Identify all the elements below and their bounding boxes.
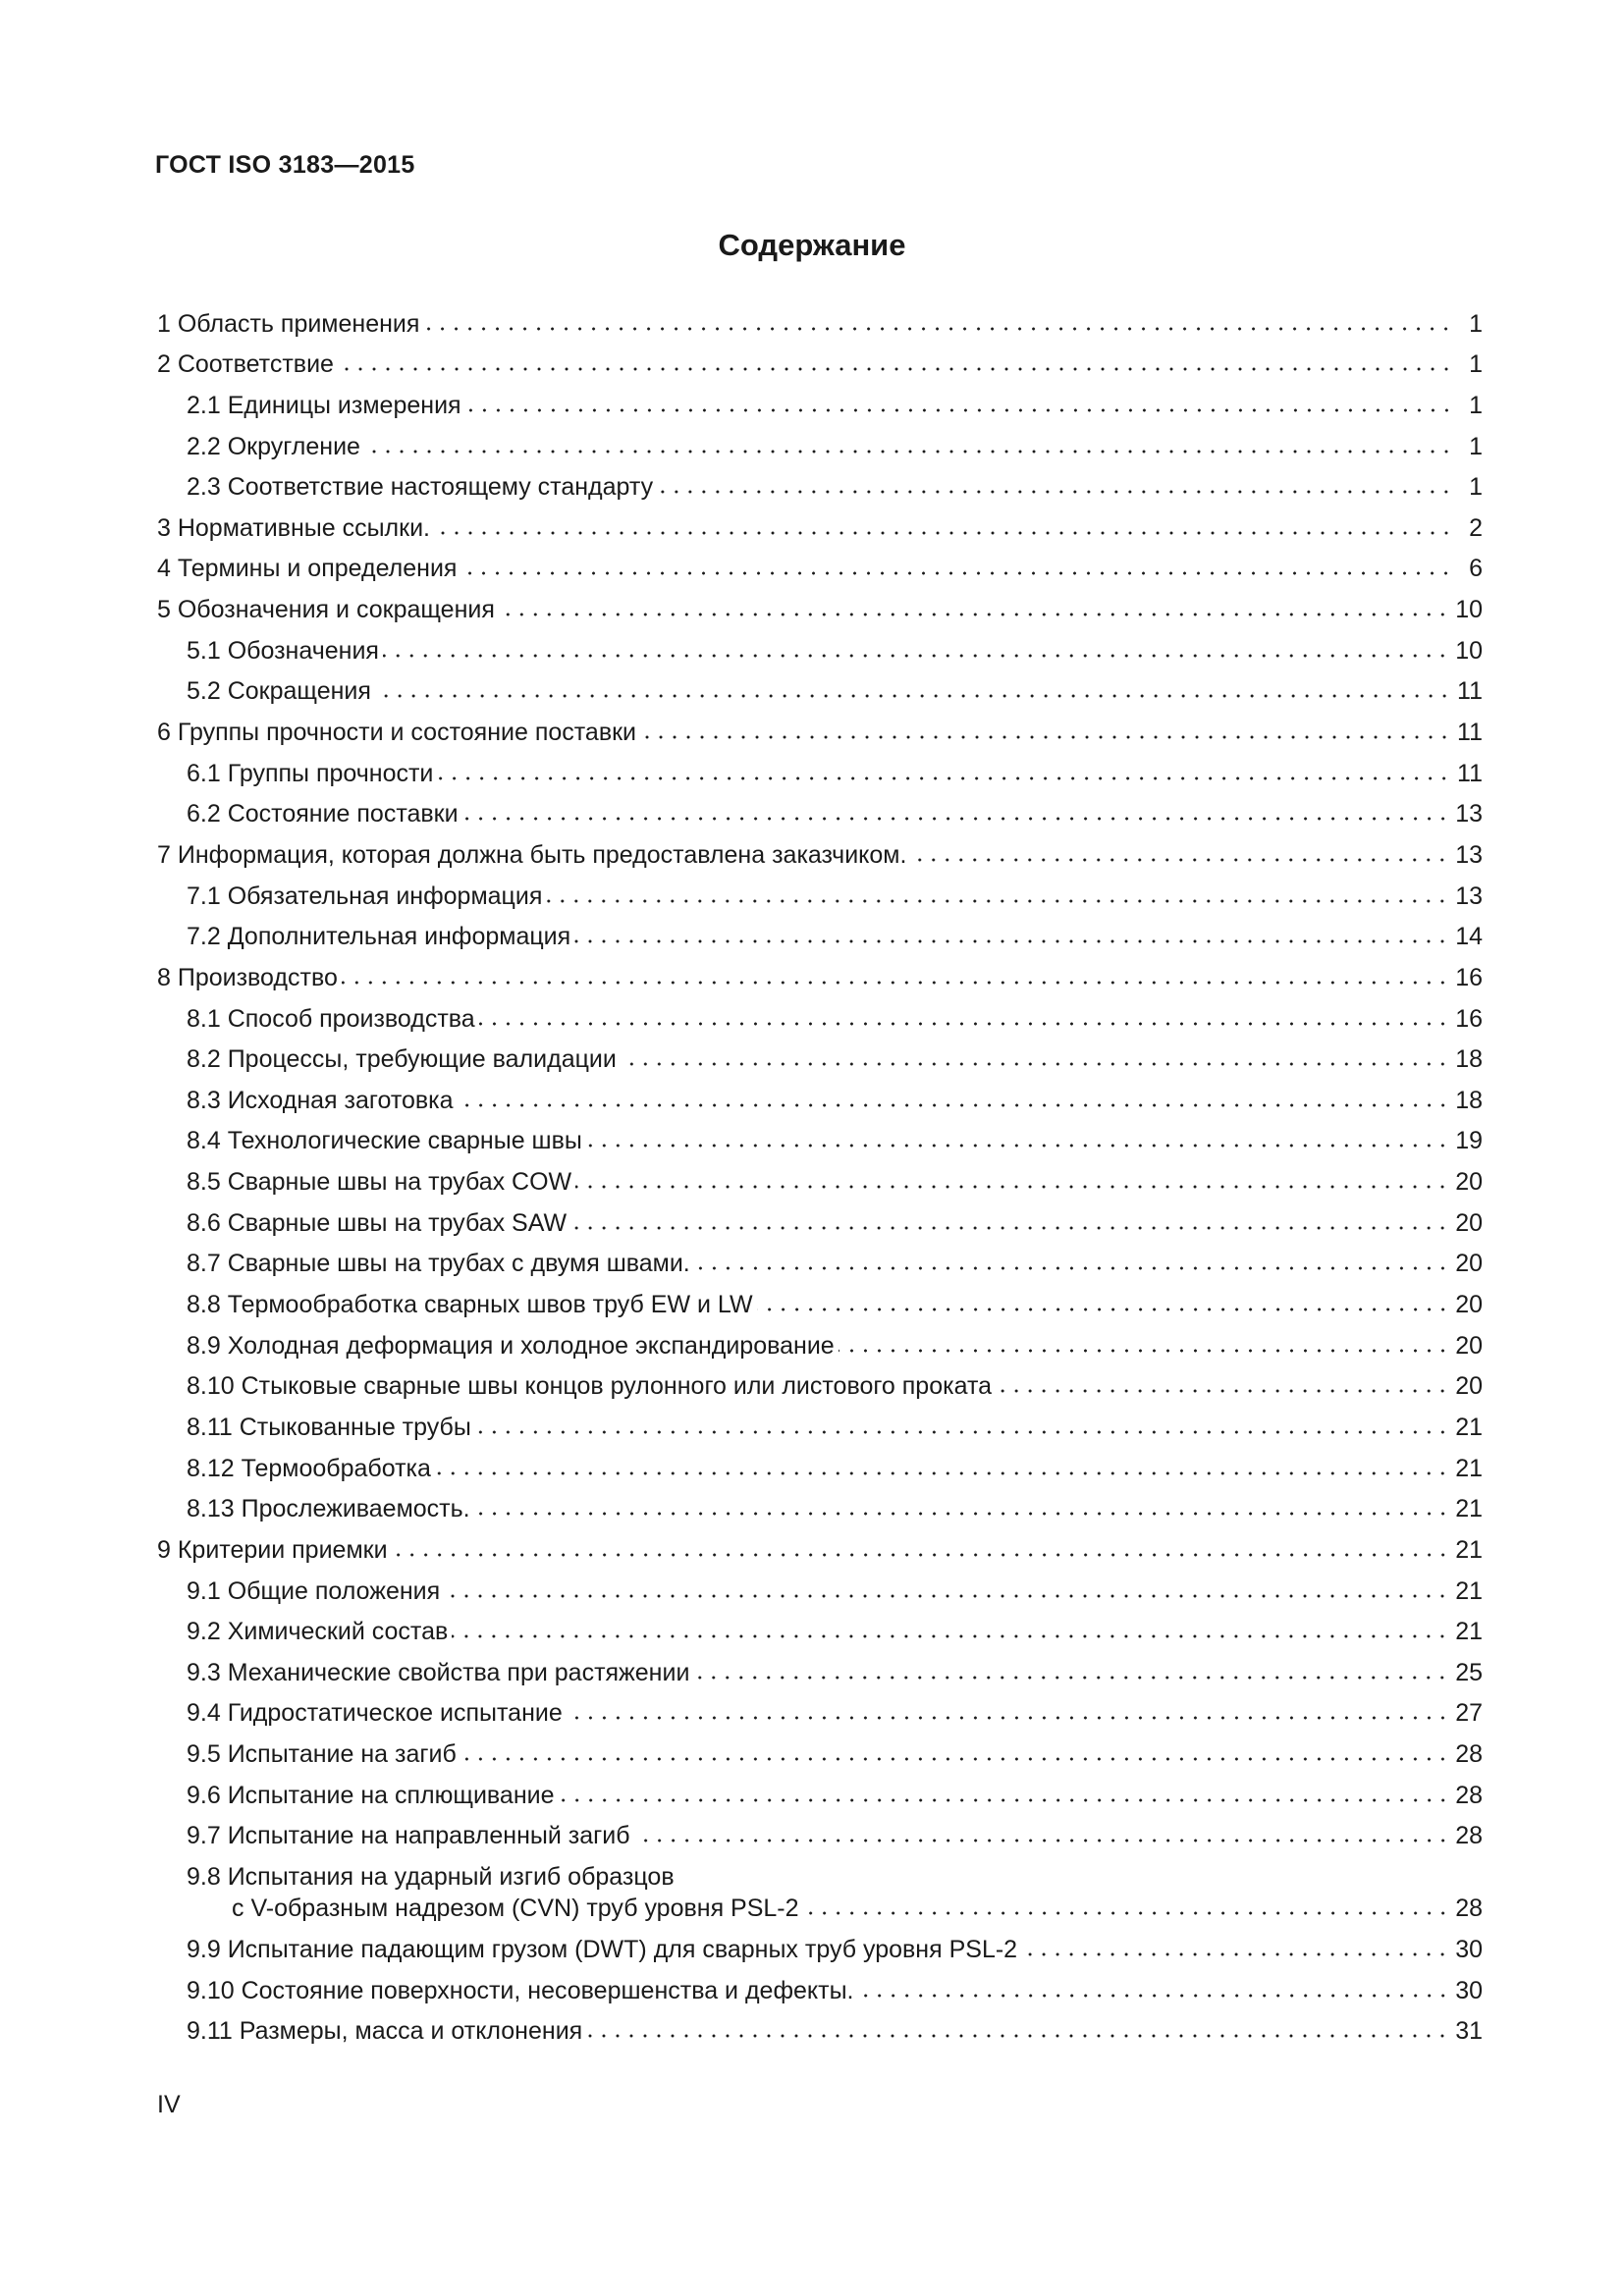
dot-leader: [694, 1266, 1449, 1270]
toc-entry[interactable]: [157, 1770, 1483, 1811]
toc-entry-label: 8.7 Сварные швы на трубах с двумя швами.: [187, 1250, 690, 1278]
toc-entry-page: 11: [1457, 719, 1483, 747]
toc-entry[interactable]: [157, 421, 1483, 462]
toc-entry-label: 3 Нормативные ссылки.: [157, 513, 430, 542]
dot-leader: [364, 450, 1453, 454]
toc-entry-label: 5 Обозначения и сокращения: [157, 596, 495, 624]
toc-entry[interactable]: [157, 1566, 1483, 1607]
table-of-contents: [157, 298, 1483, 2047]
toc-entry[interactable]: [157, 1688, 1483, 1730]
dot-leader: [634, 1839, 1450, 1842]
toc-entry[interactable]: [157, 1965, 1483, 2006]
toc-entry-page: 10: [1455, 636, 1483, 665]
toc-entry-label: 9 Критерии приемки: [157, 1535, 388, 1564]
dot-leader: [858, 1994, 1450, 1998]
toc-entry-label: 8.12 Термообработка: [187, 1454, 431, 1482]
toc-entry[interactable]: [157, 1443, 1483, 1484]
dot-leader: [383, 654, 1449, 658]
toc-entry-label: 4 Термины и определения: [157, 555, 458, 583]
toc-entry-page: 13: [1455, 840, 1483, 869]
toc-entry-page: 20: [1455, 1250, 1483, 1278]
toc-entry[interactable]: [157, 1035, 1483, 1076]
toc-entry-label: 8.13 Прослеживаемость.: [187, 1495, 470, 1523]
toc-entry[interactable]: [157, 1075, 1483, 1116]
dot-leader: [839, 1349, 1449, 1353]
toc-entry-page: 28: [1455, 1822, 1483, 1850]
dot-leader: [475, 1430, 1449, 1434]
toc-entry[interactable]: [157, 707, 1483, 748]
dot-leader: [574, 939, 1449, 943]
dot-leader: [452, 1634, 1449, 1638]
dot-leader: [435, 1471, 1449, 1475]
toc-entry[interactable]: [157, 952, 1483, 993]
toc-entry-page: 16: [1455, 963, 1483, 991]
toc-entry[interactable]: [157, 625, 1483, 667]
toc-entry[interactable]: [157, 340, 1483, 381]
toc-entry-label: 9.10 Состояние поверхности, несовершенства и дефекты.: [187, 1976, 854, 2004]
toc-entry-page: 13: [1455, 800, 1483, 828]
toc-entry-label: 8 Производство: [157, 963, 338, 991]
toc-entry-page: 11: [1457, 677, 1483, 706]
toc-entry[interactable]: [157, 380, 1483, 421]
toc-entry[interactable]: [157, 1320, 1483, 1362]
toc-entry[interactable]: [157, 503, 1483, 544]
toc-entry[interactable]: [157, 584, 1483, 625]
toc-entry-label: 1 Область применения: [157, 309, 420, 338]
toc-entry[interactable]: [157, 1484, 1483, 1525]
dot-leader: [479, 1022, 1449, 1026]
toc-entry-page: 2: [1469, 513, 1483, 542]
document-code: ГОСТ ISO 3183—2015: [155, 151, 415, 179]
dot-leader: [570, 1226, 1449, 1230]
toc-entry-label: [187, 1861, 801, 1924]
toc-entry[interactable]: [157, 667, 1483, 708]
dot-leader: [462, 817, 1450, 821]
toc-entry-page: 21: [1455, 1576, 1483, 1605]
toc-entry-page: 6: [1469, 555, 1483, 583]
toc-entry-label: 6.2 Состояние поставки: [187, 800, 459, 828]
toc-entry[interactable]: [157, 789, 1483, 830]
toc-entry-page: 11: [1457, 759, 1483, 787]
toc-entry-page: 20: [1455, 1331, 1483, 1360]
toc-entry-page: 28: [1455, 1740, 1483, 1769]
dot-leader: [423, 327, 1453, 331]
toc-entry[interactable]: [157, 1198, 1483, 1239]
dot-leader: [499, 613, 1449, 616]
toc-entry-label: 9.4 Гидростатическое испытание: [187, 1699, 563, 1728]
toc-entry-page: 27: [1455, 1699, 1483, 1728]
toc-entry[interactable]: [157, 912, 1483, 953]
toc-entry[interactable]: [157, 871, 1483, 912]
toc-entry-page: 1: [1469, 350, 1483, 379]
toc-entry-label-line2: с V-образным надрезом (CVN) труб уровня PSL-2: [232, 1895, 799, 1923]
toc-entry[interactable]: [157, 1851, 1483, 1924]
toc-entry-label: 8.9 Холодная деформация и холодное экспандирование: [187, 1331, 835, 1360]
toc-entry-label: 9.7 Испытание на направленный загиб: [187, 1822, 630, 1850]
dot-leader: [657, 490, 1453, 494]
toc-entry-page: 21: [1455, 1495, 1483, 1523]
dot-leader: [434, 531, 1453, 535]
toc-entry-label: 5.1 Обозначения: [187, 636, 379, 665]
toc-entry-page: 30: [1455, 1976, 1483, 2004]
toc-entry-label: 8.8 Термообработка сварных швов труб EW и LW: [187, 1291, 753, 1319]
dot-leader: [444, 1594, 1449, 1598]
toc-entry-page: 28: [1455, 1781, 1483, 1809]
toc-entry-label: 9.1 Общие положения: [187, 1576, 441, 1605]
dot-leader: [575, 1185, 1449, 1189]
toc-entry[interactable]: [157, 1239, 1483, 1280]
toc-entry-label: 9.5 Испытание на загиб: [187, 1740, 457, 1769]
toc-entry-page: 21: [1455, 1535, 1483, 1564]
toc-entry[interactable]: [157, 2006, 1483, 2048]
toc-entry-page: 18: [1455, 1086, 1483, 1114]
toc-entry[interactable]: [157, 1647, 1483, 1688]
toc-entry[interactable]: [157, 829, 1483, 871]
toc-entry-page: 20: [1455, 1291, 1483, 1319]
dot-leader: [567, 1716, 1449, 1720]
toc-entry[interactable]: [157, 462, 1483, 504]
toc-entry[interactable]: [157, 1729, 1483, 1770]
dot-leader: [437, 776, 1451, 780]
toc-entry-page: 20: [1455, 1208, 1483, 1237]
toc-entry-label: 7 Информация, которая должна быть предоставлена заказчиком.: [157, 840, 907, 869]
toc-entry-label: 8.11 Стыкованные трубы: [187, 1413, 471, 1441]
dot-leader: [465, 408, 1453, 412]
toc-entry-page: 19: [1455, 1127, 1483, 1155]
dot-leader: [375, 694, 1451, 698]
toc-entry-page: 20: [1455, 1168, 1483, 1197]
dot-leader: [342, 981, 1449, 985]
toc-entry[interactable]: [157, 1402, 1483, 1443]
toc-entry-page: 16: [1455, 1004, 1483, 1033]
toc-entry-label: 2.3 Соответствие настоящему стандарту: [187, 473, 654, 502]
toc-entry-label: 2.2 Округление: [187, 432, 360, 460]
toc-entry-label: 9.6 Испытание на сплющивание: [187, 1781, 555, 1809]
dot-leader: [338, 367, 1453, 371]
toc-entry-page: 18: [1455, 1045, 1483, 1074]
toc-entry-page: 1: [1469, 309, 1483, 338]
dot-leader: [621, 1062, 1449, 1066]
toc-entry-page: 10: [1455, 596, 1483, 624]
toc-entry[interactable]: [157, 993, 1483, 1035]
dot-leader: [910, 858, 1449, 862]
dot-leader: [458, 1103, 1450, 1107]
toc-entry-page: 21: [1455, 1454, 1483, 1482]
toc-entry-label: 8.10 Стыковые сварные швы концов рулонного или листового проката: [187, 1372, 993, 1401]
toc-entry[interactable]: [157, 1156, 1483, 1198]
toc-entry[interactable]: [157, 544, 1483, 585]
toc-entry-label: 8.6 Сварные швы на трубах SAW: [187, 1208, 568, 1237]
toc-entry-page: 28: [1455, 1895, 1483, 1923]
dot-leader: [640, 735, 1451, 739]
toc-entry-page: 14: [1455, 923, 1483, 951]
dot-leader: [996, 1389, 1449, 1393]
toc-entry[interactable]: [157, 1116, 1483, 1157]
toc-entry-label: 5.2 Сокращения: [187, 677, 371, 706]
toc-entry-page: 31: [1455, 2017, 1483, 2046]
toc-entry-label: 7.2 Дополнительная информация: [187, 923, 571, 951]
toc-entry-label: 8.3 Исходная заготовка: [187, 1086, 454, 1114]
dot-leader: [693, 1676, 1449, 1680]
toc-entry-label: 9.3 Механические свойства при растяжении: [187, 1658, 690, 1686]
dot-leader: [546, 899, 1449, 903]
toc-entry-label: 2 Соответствие: [157, 350, 334, 379]
toc-entry-label: 8.5 Сварные швы на трубах COW: [187, 1168, 572, 1197]
dot-leader: [559, 1798, 1450, 1802]
dot-leader: [803, 1911, 1450, 1915]
toc-title: Содержание: [718, 228, 906, 262]
toc-entry-page: 21: [1455, 1413, 1483, 1441]
toc-entry-label: 8.4 Технологические сварные швы: [187, 1127, 582, 1155]
toc-entry-page: 1: [1469, 432, 1483, 460]
toc-entry-label: 2.1 Единицы измерения: [187, 391, 461, 419]
dot-leader: [757, 1308, 1450, 1311]
dot-leader: [392, 1553, 1450, 1557]
toc-entry[interactable]: [157, 1924, 1483, 1965]
toc-entry-page: 1: [1469, 391, 1483, 419]
toc-entry-label: 6.1 Группы прочности: [187, 759, 434, 787]
toc-entry[interactable]: [157, 298, 1483, 340]
toc-entry-label: 9.9 Испытание падающим грузом (DWT) для сварных труб уровня PSL-2: [187, 1935, 1018, 1963]
toc-entry-label-line1: 9.8 Испытания на ударный изгиб образцов: [187, 1863, 675, 1892]
toc-entry-page: 13: [1455, 881, 1483, 910]
toc-entry-page: 1: [1469, 473, 1483, 502]
toc-entry-label: 8.1 Способ производства: [187, 1004, 475, 1033]
dot-leader: [1021, 1952, 1449, 1956]
toc-entry-label: 7.1 Обязательная информация: [187, 881, 543, 910]
toc-entry-page: 20: [1455, 1372, 1483, 1401]
toc-entry-label: 8.2 Процессы, требующие валидации: [187, 1045, 617, 1074]
page-number: IV: [157, 2091, 181, 2118]
dot-leader: [474, 1512, 1450, 1516]
dot-leader: [460, 1757, 1449, 1761]
toc-entry[interactable]: [157, 748, 1483, 789]
dot-leader: [586, 1144, 1449, 1148]
toc-entry-page: 30: [1455, 1935, 1483, 1963]
toc-entry-label: 6 Группы прочности и состояние поставки: [157, 719, 637, 747]
toc-entry-page: 25: [1455, 1658, 1483, 1686]
dot-leader: [460, 571, 1453, 575]
toc-entry-page: 21: [1455, 1618, 1483, 1646]
toc-entry[interactable]: [157, 1607, 1483, 1648]
toc-entry[interactable]: [157, 1524, 1483, 1566]
toc-entry-label: 9.2 Химический состав: [187, 1618, 449, 1646]
dot-leader: [586, 2034, 1449, 2038]
toc-entry[interactable]: [157, 1811, 1483, 1852]
toc-entry[interactable]: [157, 1279, 1483, 1320]
toc-entry[interactable]: [157, 1362, 1483, 1403]
toc-entry-label: 9.11 Размеры, масса и отклонения: [187, 2017, 583, 2046]
